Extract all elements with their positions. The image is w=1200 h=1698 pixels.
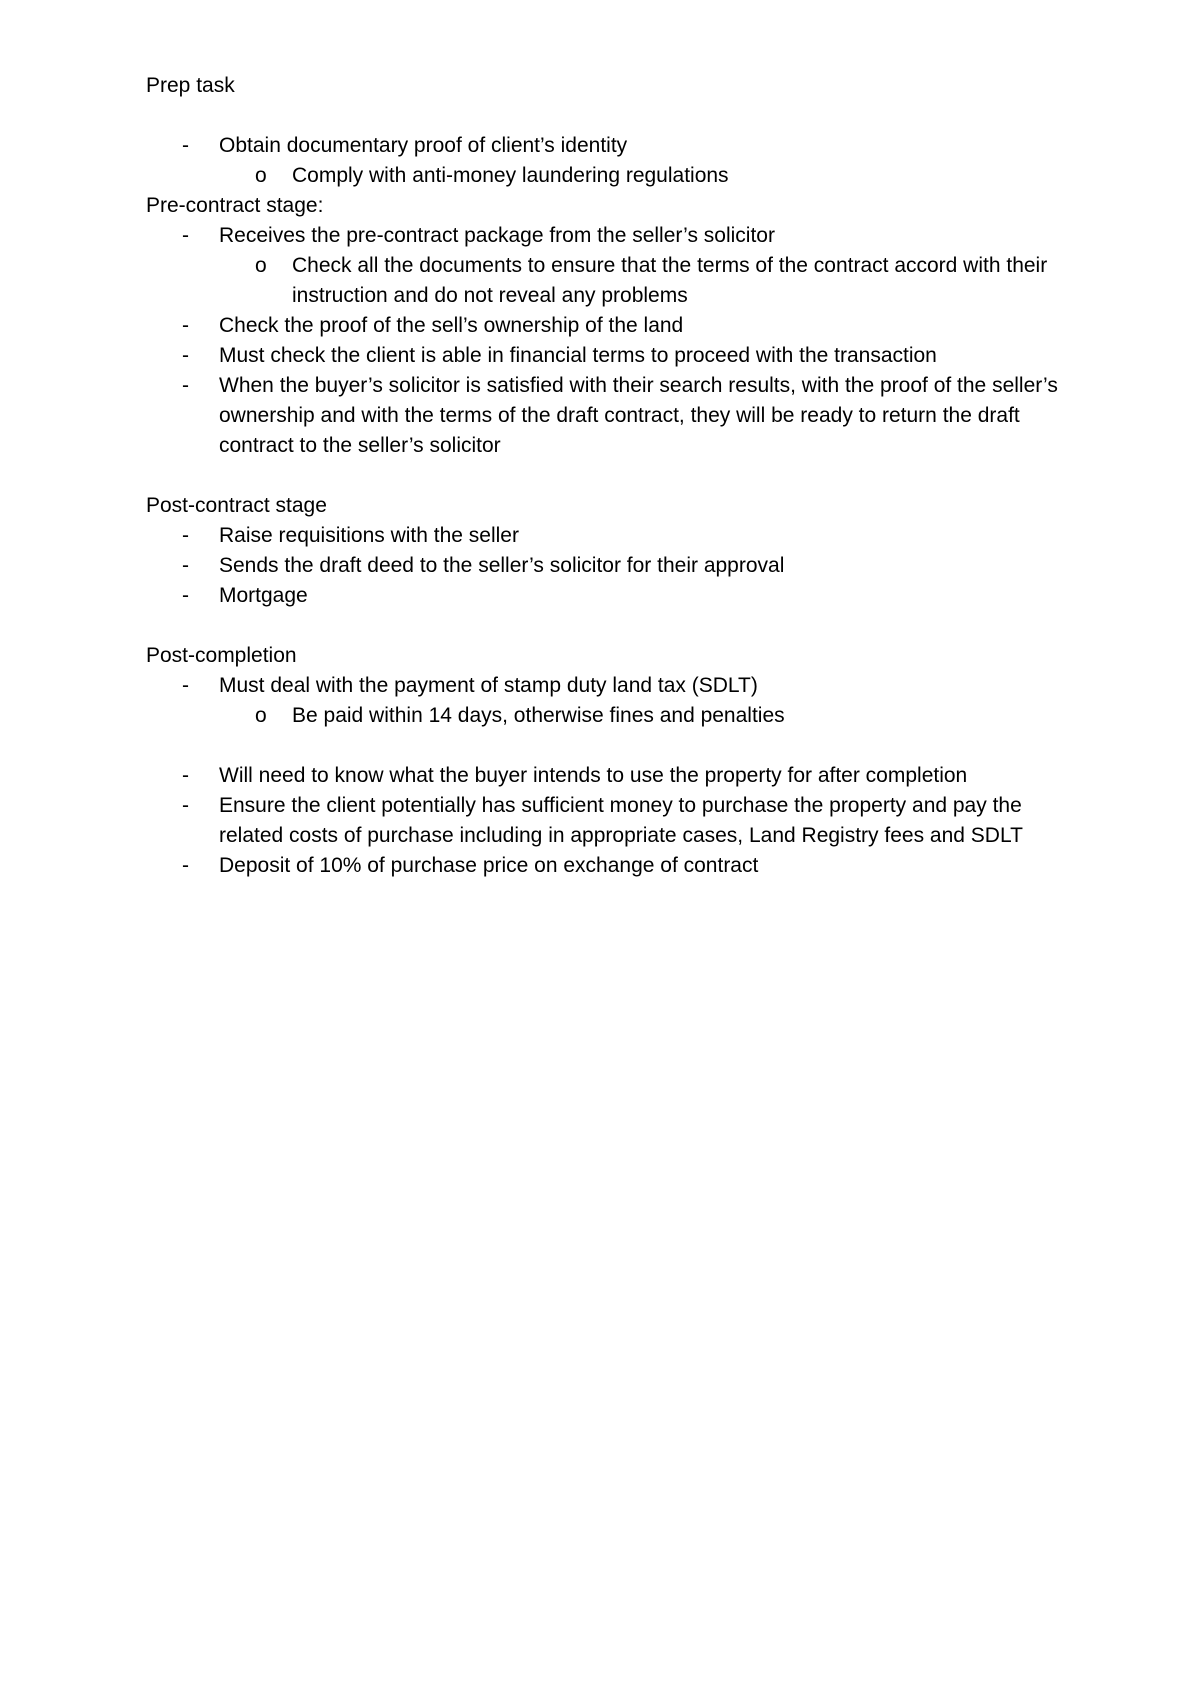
list-item-text: Ensure the client potentially has sufficient money to purchase the property and pay the related costs of purchase including in appropriate cases, Land Registry fees and SDLT [219, 794, 1023, 847]
heading-post-completion: Post-completion [146, 644, 297, 667]
heading-post-contract-stage: Post-contract stage [146, 494, 327, 517]
blank-line [146, 731, 1066, 761]
post-completion-list [146, 671, 1066, 731]
sub-list-item-text: Be paid within 14 days, otherwise fines and penalties [292, 704, 785, 727]
dash-bullet: - [182, 374, 189, 397]
sub-list-item [219, 251, 1066, 311]
document-body [146, 71, 1066, 881]
list-item [146, 341, 1066, 371]
heading-prep-task: Prep task [146, 74, 235, 97]
dash-bullet: - [182, 344, 189, 367]
dash-bullet: - [182, 584, 189, 607]
pre-contract-list [146, 221, 1066, 461]
list-item-text: Mortgage [219, 584, 308, 607]
blank-line [146, 461, 1066, 491]
list-item [146, 671, 1066, 731]
dash-bullet: - [182, 314, 189, 337]
list-item [146, 581, 1066, 611]
list-item-text: Obtain documentary proof of client’s identity [219, 134, 628, 157]
dash-bullet: - [182, 524, 189, 547]
dash-bullet: - [182, 764, 189, 787]
circle-bullet: o [255, 704, 267, 727]
list-item-text: Raise requisitions with the seller [219, 524, 519, 547]
list-item-text: Check the proof of the sell’s ownership of the land [219, 314, 684, 337]
list-item-text: Must check the client is able in financial terms to proceed with the transaction [219, 344, 937, 367]
list-item [146, 791, 1066, 851]
circle-bullet: o [255, 254, 267, 277]
sub-list [219, 701, 1066, 731]
list-item [146, 521, 1066, 551]
dash-bullet: - [182, 134, 189, 157]
list-item [146, 221, 1066, 311]
list-item [146, 131, 1066, 191]
dash-bullet: - [182, 854, 189, 877]
list-item-text: Sends the draft deed to the seller’s solicitor for their approval [219, 554, 785, 577]
blank-line [146, 611, 1066, 641]
dash-bullet: - [182, 674, 189, 697]
sub-list-item [219, 161, 1066, 191]
sub-list-item-text: Check all the documents to ensure that the terms of the contract accord with their instruction and do not reveal any problems [292, 254, 1048, 307]
list-item [146, 761, 1066, 791]
heading-pre-contract-stage: Pre-contract stage: [146, 194, 324, 217]
list-item [146, 371, 1066, 461]
blank-line [146, 101, 1066, 131]
circle-bullet: o [255, 164, 267, 187]
post-completion-list-continued [146, 761, 1066, 881]
list-item-text: Will need to know what the buyer intends to use the property for after completion [219, 764, 968, 787]
list-item-text: Receives the pre-contract package from the seller’s solicitor [219, 224, 775, 247]
sub-list-item [219, 701, 1066, 731]
sub-list [219, 161, 1066, 191]
list-item [146, 851, 1066, 881]
sub-list [219, 251, 1066, 311]
list-item [146, 551, 1066, 581]
list-item-text: Deposit of 10% of purchase price on exchange of contract [219, 854, 759, 877]
dash-bullet: - [182, 794, 189, 817]
sub-list-item-text: Comply with anti-money laundering regulations [292, 164, 729, 187]
dash-bullet: - [182, 554, 189, 577]
list-item [146, 311, 1066, 341]
dash-bullet: - [182, 224, 189, 247]
list-item-text: When the buyer’s solicitor is satisfied with their search results, with the proof of the seller’s ownership and with the terms of the draft contract, they will be ready to return the draft contract to the seller’s solicitor [219, 374, 1058, 457]
post-contract-list [146, 521, 1066, 611]
list-item-text: Must deal with the payment of stamp duty land tax (SDLT) [219, 674, 758, 697]
prep-task-list [146, 131, 1066, 191]
